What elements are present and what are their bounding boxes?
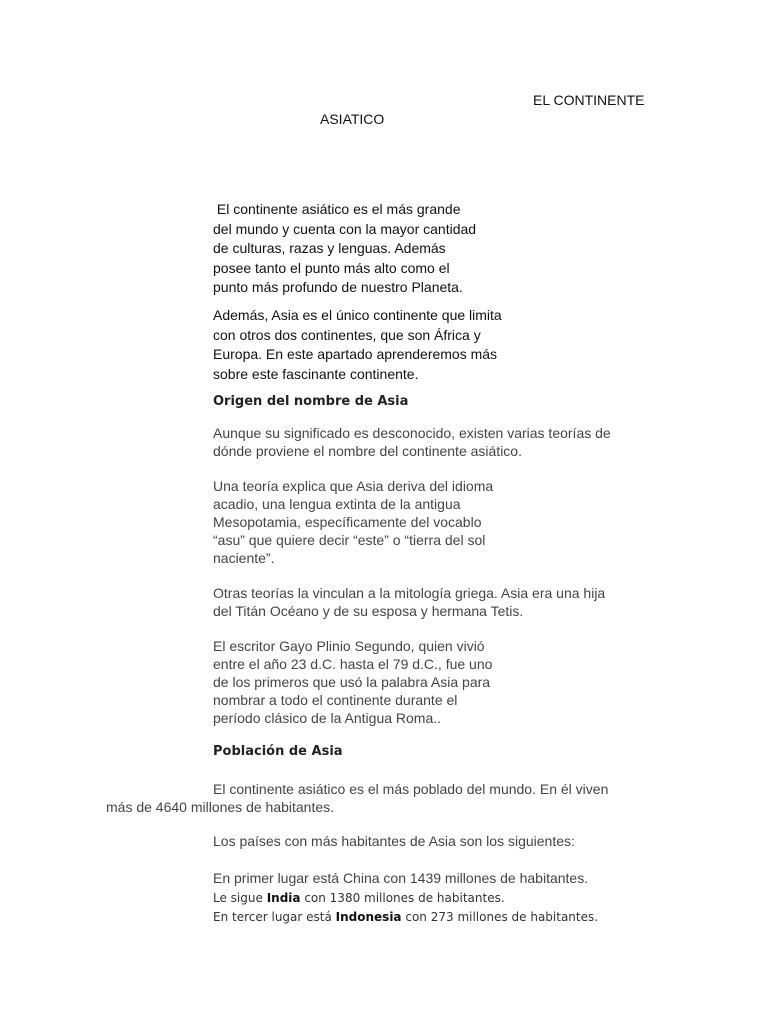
text-line: “asu” que quiere decir “este” o “tierra del sol [213, 532, 486, 548]
text-line: Una teoría explica que Asia deriva del idioma [213, 478, 494, 494]
text-segment: con 273 millones de habitantes. [401, 910, 599, 924]
text-line: posee tanto el punto más alto como el [213, 259, 450, 276]
origen-paragraph-2 [213, 477, 493, 567]
text-line: punto más profundo de nuestro Planeta. [213, 279, 463, 295]
text-line: de los primeros que usó la palabra Asia para [213, 674, 491, 690]
text-line: Otras teorías la vinculan a la mitología griega. Asia era una hija [213, 585, 606, 601]
text-line: Además, Asia es el único continente que limita [213, 307, 502, 323]
text-line: entre el año 23 d.C. hasta el 79 d.C., fue uno [213, 656, 493, 672]
intro-paragraph-1 [213, 200, 476, 298]
text-line: El continente asiático es el más grande [213, 201, 461, 217]
poblacion-paragraph-2: Los países con más habitantes de Asia son los siguientes: [213, 833, 575, 849]
text-segment: En tercer lugar está [213, 910, 336, 924]
text-line: dónde proviene el nombre del continente asiático. [213, 443, 522, 459]
text-line: acadio, una lengua extinta de la antigua [213, 496, 461, 512]
title-line-2: ASIATICO [320, 111, 385, 127]
section-heading-origen: Origen del nombre de Asia [213, 394, 409, 409]
poblacion-paragraph-3: En primer lugar está China con 1439 millones de habitantes. [213, 870, 589, 886]
country-name: India [266, 891, 301, 905]
text-line: período clásico de la Antigua Roma.. [213, 710, 442, 726]
text-line: Mesopotamia, específicamente del vocablo [213, 514, 482, 530]
text-segment: Le sigue [213, 891, 267, 905]
intro-paragraph-2 [213, 306, 502, 384]
text-line: más de 4640 millones de habitantes. [106, 799, 335, 815]
text-line: Aunque su significado es desconocido, existen varias teorías de [213, 425, 611, 441]
poblacion-indonesia-line [213, 908, 598, 926]
text-segment: con 1380 millones de habitantes. [300, 891, 505, 905]
origen-paragraph-4 [213, 637, 492, 727]
country-name: Indonesia [335, 910, 402, 924]
origen-paragraph-1 [213, 424, 611, 460]
text-line: nombrar a todo el continente durante el [213, 692, 458, 708]
text-line: con otros dos continentes, que son África y [213, 326, 481, 343]
text-line: sobre este fascinante continente. [213, 365, 419, 382]
text-line: del Titán Océano y de su esposa y hermana Tetis. [213, 603, 524, 619]
text-line: Europa. En este apartado aprenderemos más [213, 346, 498, 362]
text-line: El continente asiático es el más poblado del mundo. En él viven [213, 781, 609, 797]
title-line-1: EL CONTINENTE [533, 92, 645, 108]
origen-paragraph-3 [213, 584, 605, 620]
section-heading-poblacion: Población de Asia [213, 744, 343, 759]
text-line: naciente”. [213, 550, 275, 566]
text-line: de culturas, razas y lenguas. Además [213, 240, 446, 256]
text-line: El escritor Gayo Plinio Segundo, quien vivió [213, 638, 485, 654]
text-line: del mundo y cuenta con la mayor cantidad [213, 220, 477, 237]
poblacion-india-line [213, 889, 505, 907]
poblacion-paragraph-1 [106, 780, 608, 816]
